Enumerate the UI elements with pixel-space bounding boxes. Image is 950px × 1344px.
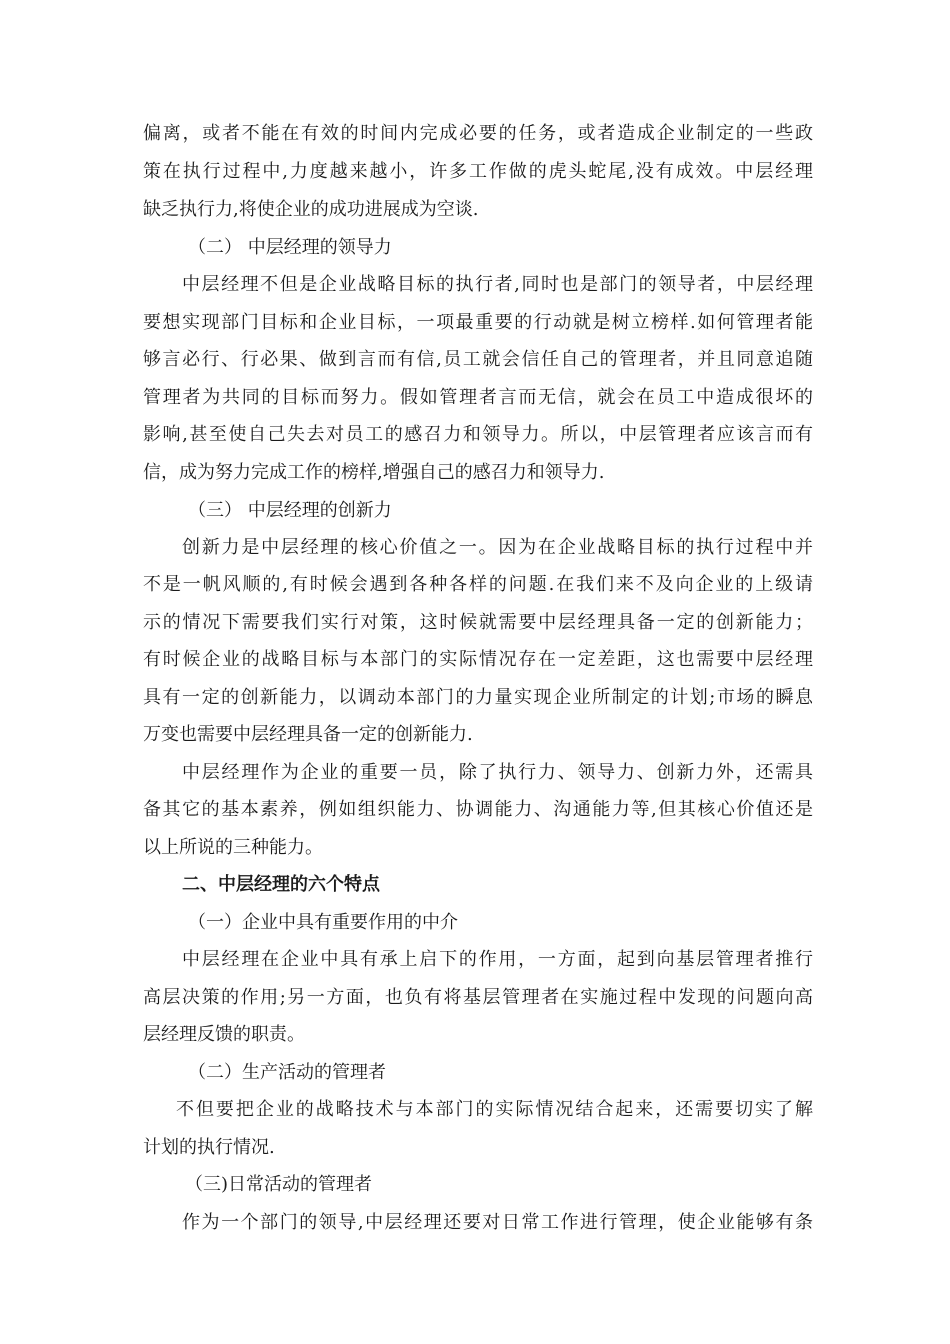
paragraph-line: 策在执行过程中,力度越来越小，许多工作做的虎头蛇尾,没有成效。中层经理 <box>143 161 813 182</box>
paragraph-line: 计划的执行情况. <box>143 1137 275 1158</box>
paragraph-line: 万变也需要中层经理具备一定的创新能力. <box>143 724 473 745</box>
paragraph-line: 中层经理作为企业的重要一员，除了执行力、领导力、创新力外，还需具 <box>182 762 813 783</box>
paragraph-line: 缺乏执行力,将使企业的成功进展成为空谈. <box>143 199 479 220</box>
paragraph-line: 中层经理不但是企业战略目标的执行者,同时也是部门的领导者，中层经理 <box>182 274 813 295</box>
paragraph-line: 够言必行、行必果、做到言而有信,员工就会信任自己的管理者，并且同意追随 <box>143 349 813 370</box>
paragraph-line: 不是一帆风顺的,有时候会遇到各种各样的问题.在我们来不及向企业的上级请 <box>143 574 813 595</box>
paragraph-line: 管理者为共同的目标而努力。假如管理者言而无信，就会在员工中造成很坏的 <box>143 387 813 408</box>
paragraph-line: 创新力是中层经理的核心价值之一。因为在企业战略目标的执行过程中并 <box>182 537 813 558</box>
paragraph-line: 具有一定的创新能力，以调动本部门的力量实现企业所制定的计划;市场的瞬息 <box>143 687 813 708</box>
section-heading: （三） 中层经理的创新力 <box>188 500 392 521</box>
paragraph-line: 不但要把企业的战略技术与本部门的实际情况结合起来，还需要切实了解 <box>176 1099 813 1120</box>
section-heading: （二）生产活动的管理者 <box>188 1062 386 1083</box>
paragraph-line: 作为一个部门的领导,中层经理还要对日常工作进行管理，使企业能够有条 <box>182 1212 813 1233</box>
section-heading: （一）企业中具有重要作用的中介 <box>188 912 458 933</box>
paragraph-line: 偏离，或者不能在有效的时间内完成必要的任务，或者造成企业制定的一些政 <box>143 123 813 144</box>
section-heading: （三)日常活动的管理者 <box>185 1174 373 1195</box>
paragraph-line: 高层决策的作用;另一方面，也负有将基层管理者在实施过程中发现的问题向高 <box>143 987 813 1008</box>
section-heading: （二） 中层经理的领导力 <box>188 237 392 258</box>
paragraph-line: 影响,甚至使自己失去对员工的感召力和领导力。所以，中层管理者应该言而有 <box>143 424 813 445</box>
paragraph-line: 有时候企业的战略目标与本部门的实际情况存在一定差距，这也需要中层经理 <box>143 649 813 670</box>
chapter-heading: 二、中层经理的六个特点 <box>182 874 380 895</box>
paragraph-line: 以上所说的三种能力。 <box>143 837 323 858</box>
paragraph-line: 信，成为努力完成工作的榜样,增强自己的感召力和领导力. <box>143 462 605 483</box>
paragraph-line: 备其它的基本素养，例如组织能力、协调能力、沟通能力等,但其核心价值还是 <box>143 799 813 820</box>
paragraph-line: 要想实现部门目标和企业目标，一项最重要的行动就是树立榜样.如何管理者能 <box>143 312 813 333</box>
paragraph-line: 层经理反馈的职责。 <box>143 1024 305 1045</box>
paragraph-line: 示的情况下需要我们实行对策，这时候就需要中层经理具备一定的创新能力； <box>143 612 813 633</box>
paragraph-line: 中层经理在企业中具有承上启下的作用，一方面，起到向基层管理者推行 <box>182 949 813 970</box>
